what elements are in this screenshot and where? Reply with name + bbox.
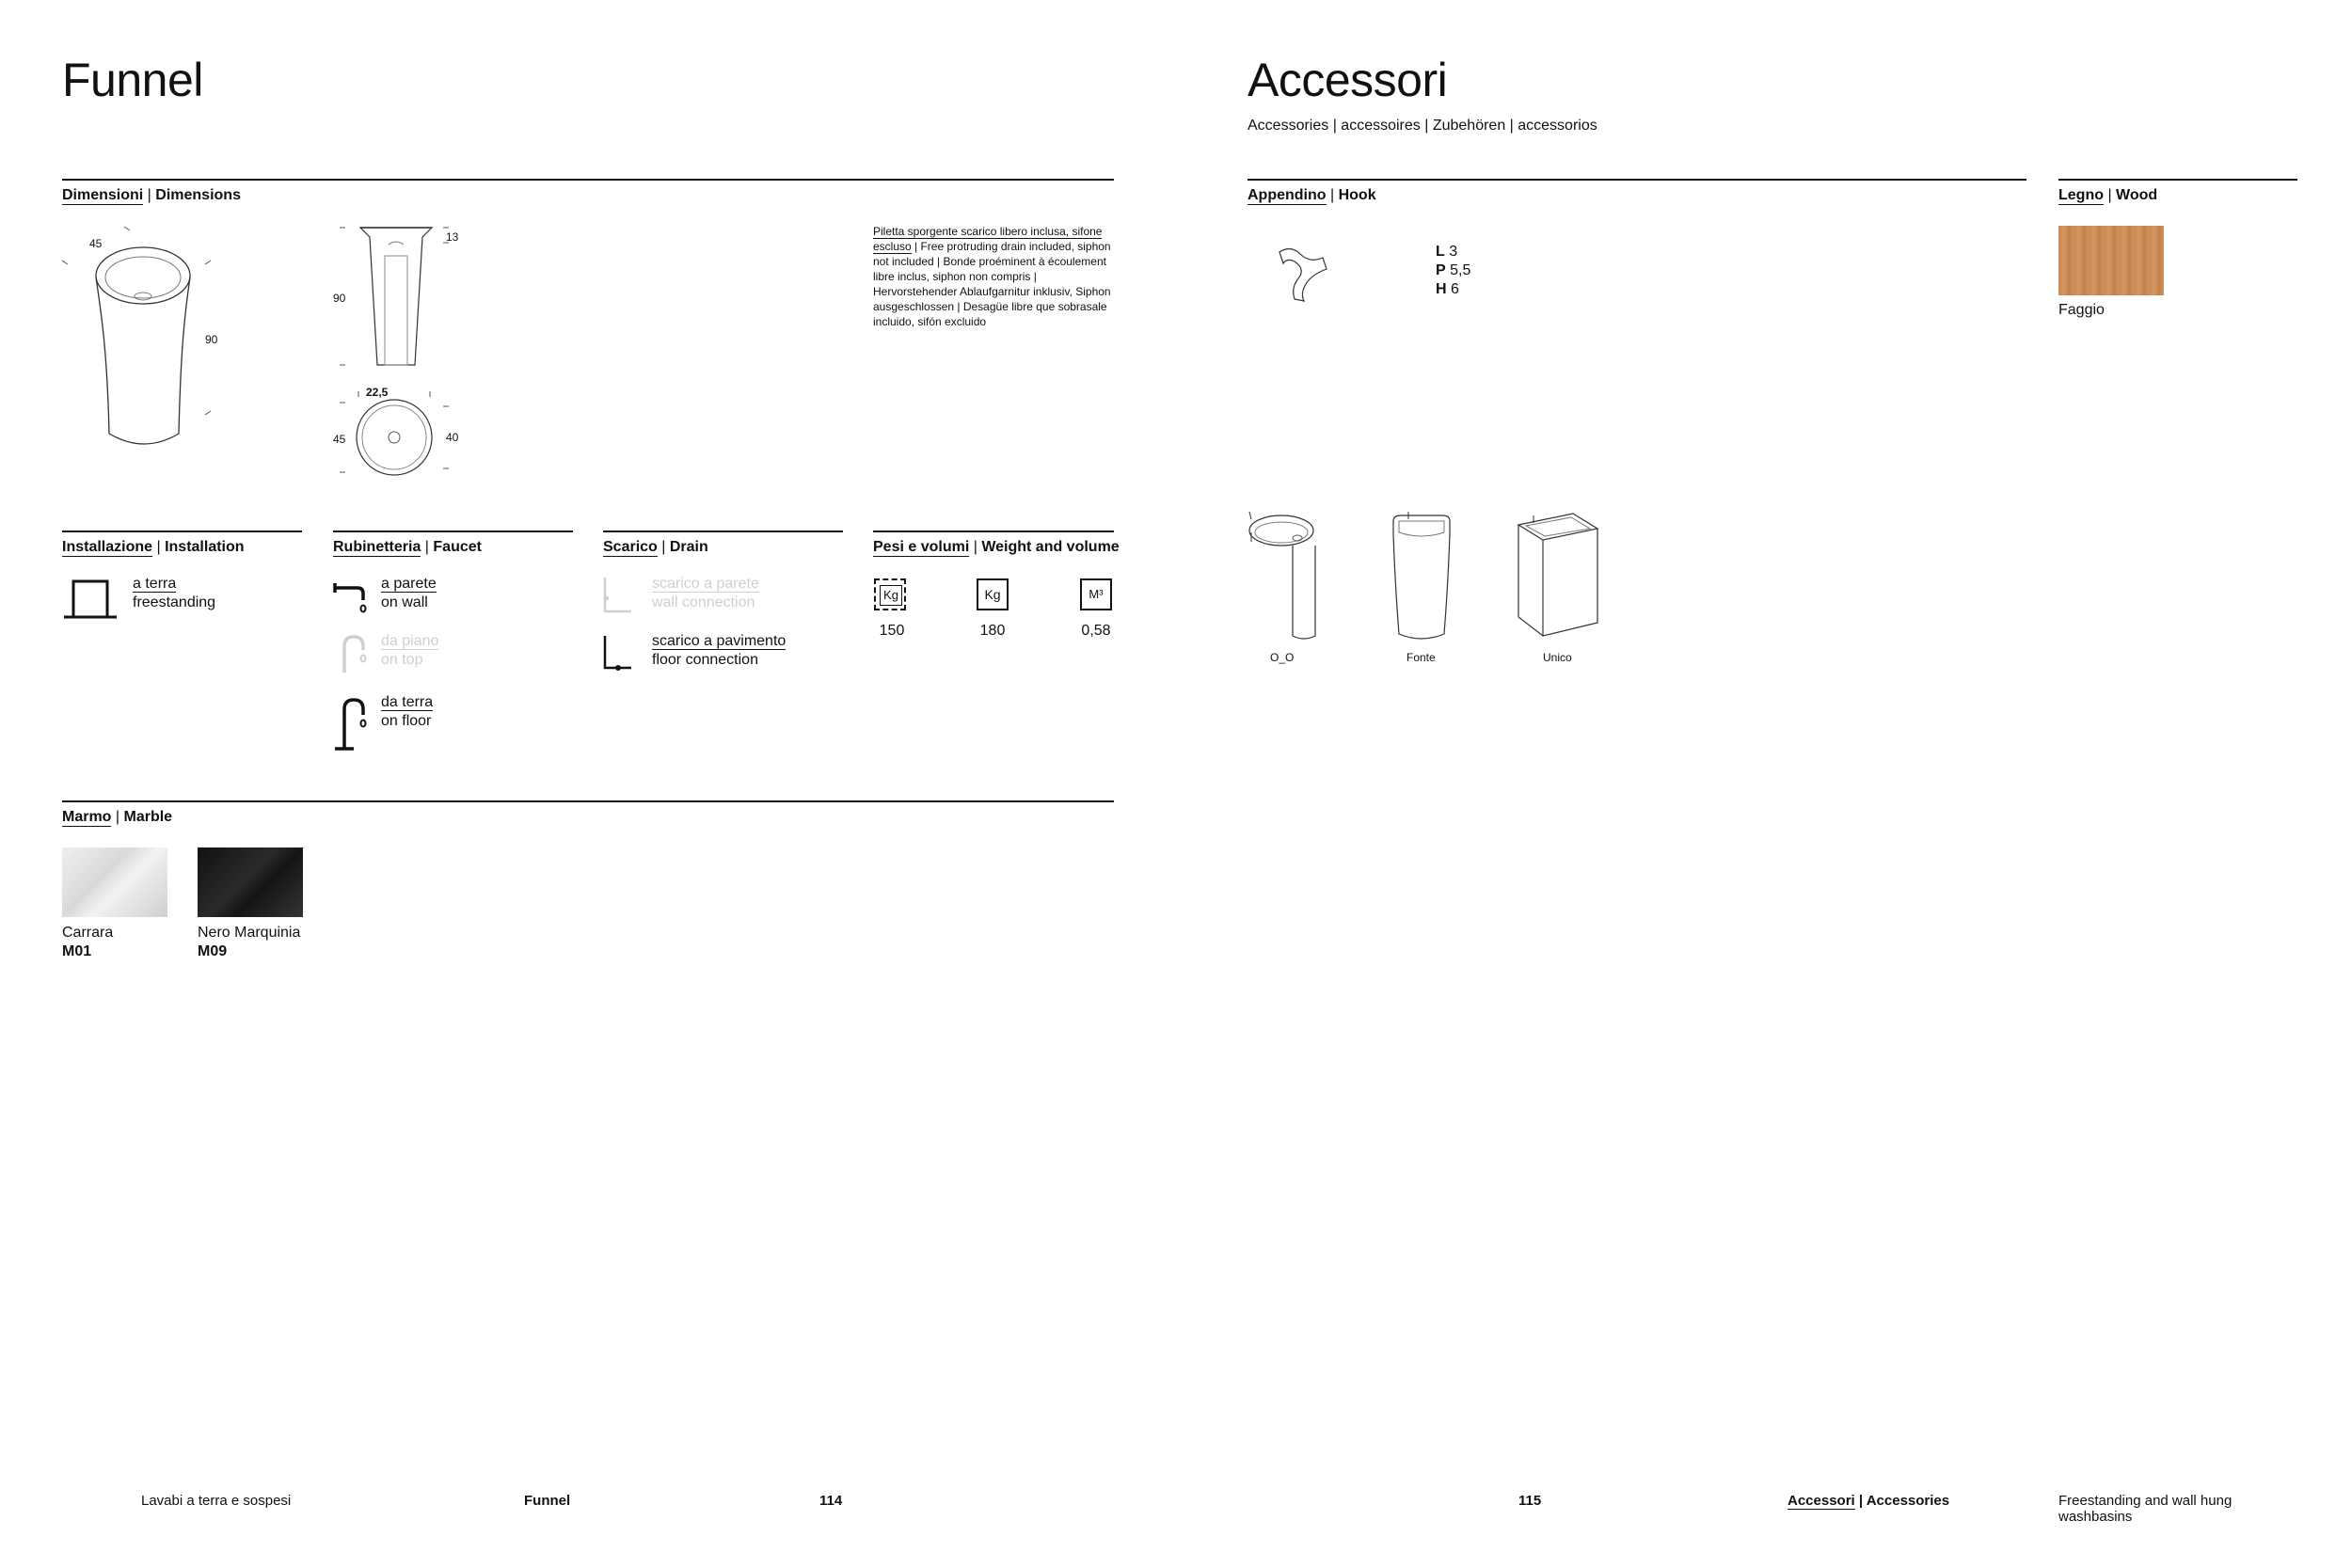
drain-note bbox=[873, 224, 1118, 329]
funnel-front-elevation bbox=[334, 224, 466, 374]
footer-section: Lavabi a terra e sospesi bbox=[141, 1493, 292, 1509]
floor-drain-icon bbox=[603, 634, 635, 672]
hook-divider bbox=[1248, 179, 2026, 181]
dim-label-plan-45: 45 bbox=[333, 433, 346, 446]
drain-note-rest: | Free protruding drain included, siphon not included | Bonde proéminent à écoulement libre inclus, siphon non compris | Hervorstehender Ablaufgarnitur inklusiv, Siphon ausgeschlossen | Desagüe libre que sobrasale incluido, sifón excluido bbox=[873, 240, 1111, 328]
footer-page-114: 114 bbox=[819, 1493, 843, 1509]
hook-header-it: Appendino bbox=[1248, 187, 1327, 203]
marble-nero-label bbox=[198, 924, 300, 961]
faucet-divider bbox=[333, 531, 573, 532]
gross-weight-icon bbox=[874, 578, 906, 610]
hook-drawing bbox=[1272, 243, 1338, 305]
drain-option-wall-en: wall connection bbox=[652, 594, 755, 610]
volume-value: 0,58 bbox=[1081, 623, 1111, 639]
gross-weight-value: 150 bbox=[879, 623, 905, 639]
net-weight-icon: Kg bbox=[977, 578, 1009, 610]
faucet-header: Rubinetteria | Faucet bbox=[333, 539, 482, 555]
faucet-option-floor bbox=[381, 693, 433, 731]
faucet-header-it: Rubinetteria bbox=[333, 539, 421, 555]
dim-label-13: 13 bbox=[446, 230, 459, 244]
hook-dims bbox=[1436, 243, 1470, 299]
product-o-o-label: O_O bbox=[1270, 651, 1295, 664]
weight-header-it: Pesi e volumi bbox=[873, 539, 970, 555]
marble-header-en: Marble bbox=[123, 809, 173, 825]
marble-swatch-carrara[interactable] bbox=[62, 847, 167, 917]
product-fonte-label: Fonte bbox=[1406, 651, 1436, 664]
installation-divider bbox=[62, 531, 302, 532]
footer-section-it: Accessori bbox=[1788, 1493, 1855, 1509]
drain-header: Scarico | Drain bbox=[603, 539, 708, 555]
faucet-option-wall-en: on wall bbox=[381, 594, 428, 610]
marble-header-it: Marmo bbox=[62, 809, 112, 825]
section-divider bbox=[62, 179, 1114, 181]
wood-header-en: Wood bbox=[2116, 187, 2158, 203]
wood-swatch-faggio[interactable] bbox=[2058, 226, 2164, 295]
weight-header: Pesi e volumi | Weight and volume bbox=[873, 539, 1120, 555]
marble-divider bbox=[62, 800, 1114, 802]
wood-divider bbox=[2058, 179, 2297, 181]
marble-carrara-label bbox=[62, 924, 113, 961]
faucet-option-top-it: da piano bbox=[381, 633, 439, 649]
page-subtitle: Accessories | accessoires | Zubehören | accessorios bbox=[1248, 118, 1597, 134]
dimensions-header: Dimensioni | Dimensions bbox=[62, 187, 241, 203]
faucet-header-en: Faucet bbox=[433, 539, 482, 555]
footer-page-115: 115 bbox=[1518, 1493, 1542, 1509]
gross-weight-unit: Kg bbox=[880, 585, 902, 606]
drain-divider bbox=[603, 531, 843, 532]
hook-header: Appendino | Hook bbox=[1248, 187, 1376, 203]
dimensions-header-en: Dimensions bbox=[155, 187, 241, 203]
installation-option-it: a terra bbox=[133, 576, 177, 592]
dim-label-22-5: 22,5 bbox=[366, 386, 389, 399]
footer-product: Funnel bbox=[524, 1493, 571, 1509]
drain-option-floor-it: scarico a pavimento bbox=[652, 633, 787, 649]
footer-section-en: Accessories bbox=[1866, 1493, 1950, 1509]
wall-faucet-icon bbox=[333, 576, 371, 613]
faucet-option-wall bbox=[381, 575, 437, 612]
page-title-accessori: Accessori bbox=[1248, 54, 1448, 106]
dimensions-header-it: Dimensioni bbox=[62, 187, 144, 203]
drain-option-floor bbox=[652, 632, 786, 670]
hook-dim-h-value: 6 bbox=[1451, 281, 1459, 297]
marble-carrara-code: M01 bbox=[62, 943, 92, 959]
product-o-o-drawing bbox=[1244, 510, 1338, 646]
drain-header-it: Scarico bbox=[603, 539, 658, 555]
marble-nero-code: M09 bbox=[198, 943, 228, 959]
drain-option-wall-it: scarico a parete bbox=[652, 576, 759, 592]
installation-header: Installazione | Installation bbox=[62, 539, 245, 555]
drain-header-en: Drain bbox=[669, 539, 708, 555]
hook-dim-h-key: H bbox=[1436, 281, 1447, 297]
top-faucet-icon bbox=[333, 633, 371, 674]
installation-header-it: Installazione bbox=[62, 539, 153, 555]
hook-dim-l-value: 3 bbox=[1449, 244, 1458, 260]
hook-header-en: Hook bbox=[1338, 187, 1376, 203]
hook-dim-l-key: L bbox=[1436, 244, 1445, 260]
product-unico-label: Unico bbox=[1543, 651, 1572, 664]
floor-faucet-icon bbox=[333, 696, 371, 751]
weight-header-en: Weight and volume bbox=[981, 539, 1120, 555]
drain-option-wall bbox=[652, 575, 759, 612]
page-title-funnel: Funnel bbox=[62, 54, 203, 106]
wood-header-it: Legno bbox=[2058, 187, 2104, 203]
hook-dim-p-key: P bbox=[1436, 262, 1446, 278]
dim-label-height-90: 90 bbox=[333, 292, 346, 305]
product-unico-drawing bbox=[1517, 512, 1601, 648]
drain-note-head: Piletta sporgente scarico libero inclusa, sifone escluso bbox=[873, 225, 1103, 253]
installation-option bbox=[133, 575, 215, 612]
drain-option-floor-en: floor connection bbox=[652, 652, 758, 668]
dim-label-90: 90 bbox=[205, 333, 218, 346]
footer-section-accessori: Accessori | Accessories bbox=[1788, 1493, 1950, 1509]
freestanding-icon bbox=[62, 578, 119, 621]
wood-faggio-name: Faggio bbox=[2058, 302, 2105, 318]
weight-divider bbox=[873, 531, 1114, 532]
faucet-option-top bbox=[381, 632, 438, 670]
faucet-option-wall-it: a parete bbox=[381, 576, 437, 592]
volume-icon: M³ bbox=[1080, 578, 1112, 610]
marble-header: Marmo | Marble bbox=[62, 809, 173, 825]
wood-header: Legno | Wood bbox=[2058, 187, 2158, 203]
installation-option-en: freestanding bbox=[133, 594, 216, 610]
marble-swatch-nero-marquinia[interactable] bbox=[198, 847, 303, 917]
marble-carrara-name: Carrara bbox=[62, 925, 114, 941]
installation-header-en: Installation bbox=[165, 539, 245, 555]
marble-nero-name: Nero Marquinia bbox=[198, 925, 301, 941]
wall-drain-icon bbox=[603, 576, 635, 613]
dim-label-45: 45 bbox=[89, 237, 103, 250]
hook-dim-p-value: 5,5 bbox=[1450, 262, 1471, 278]
product-fonte-drawing bbox=[1388, 512, 1463, 648]
footer-category: Freestanding and wall hung washbasins bbox=[2058, 1493, 2233, 1525]
faucet-option-top-en: on top bbox=[381, 652, 423, 668]
faucet-option-floor-en: on floor bbox=[381, 713, 432, 729]
faucet-option-floor-it: da terra bbox=[381, 694, 434, 710]
dim-label-plan-40: 40 bbox=[446, 431, 459, 444]
net-weight-value: 180 bbox=[979, 623, 1006, 639]
